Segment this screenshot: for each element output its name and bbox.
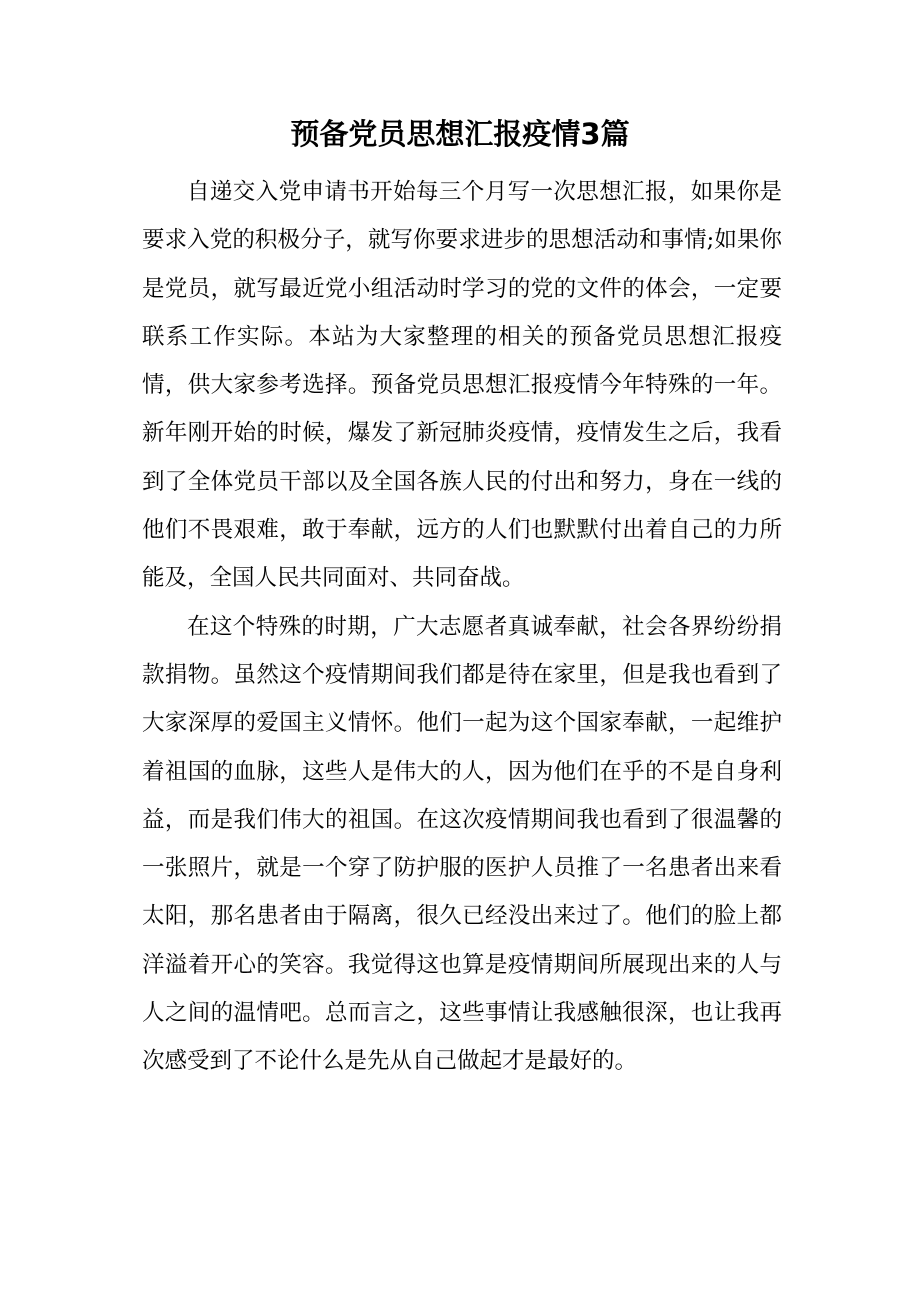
paragraph-1: 自递交入党申请书开始每三个月写一次思想汇报，如果你是要求入党的积极分子，就写你要求进步的思想活动和事情;如果你是党员，就写最近党小组活动时学习的党的文件的体会，一定要联系工作实际。本站为大家整理的相关的预备党员思想汇报疫情，供大家参考选择。预备党员思想汇报疫情今年特殊的一年。新年刚开始的时候，爆发了新冠肺炎疫情，疫情发生之后，我看到了全体党员干部以及全国各族人民的付出和努力，身在一线的他们不畏艰难，敢于奉献，远方的人们也默默付出着自己的力所能及，全国人民共同面对、共同奋战。 — [142, 179, 782, 592]
paragraph-2: 在这个特殊的时期，广大志愿者真诚奉献，社会各界纷纷捐款捐物。虽然这个疫情期间我们都是待在家里，但是我也看到了大家深厚的爱国主义情怀。他们一起为这个国家奉献，一起维护着祖国的血脉，这些人是伟大的人，因为他们在乎的不是自身利益，而是我们伟大的祖国。在这次疫情期间我也看到了很温馨的一张照片，就是一个穿了防护服的医护人员推了一名患者出来看太阳，那名患者由于隔离，很久已经没出来过了。他们的脸上都洋溢着开心的笑容。我觉得这也算是疫情期间所展现出来的人与人之间的温情吧。总而言之，这些事情让我感触很深，也让我再次感受到了不论什么是先从自己做起才是最好的。 — [142, 613, 782, 1075]
document-body — [142, 168, 782, 1086]
document-title: 预备党员思想汇报疫情3篇 — [290, 117, 630, 151]
